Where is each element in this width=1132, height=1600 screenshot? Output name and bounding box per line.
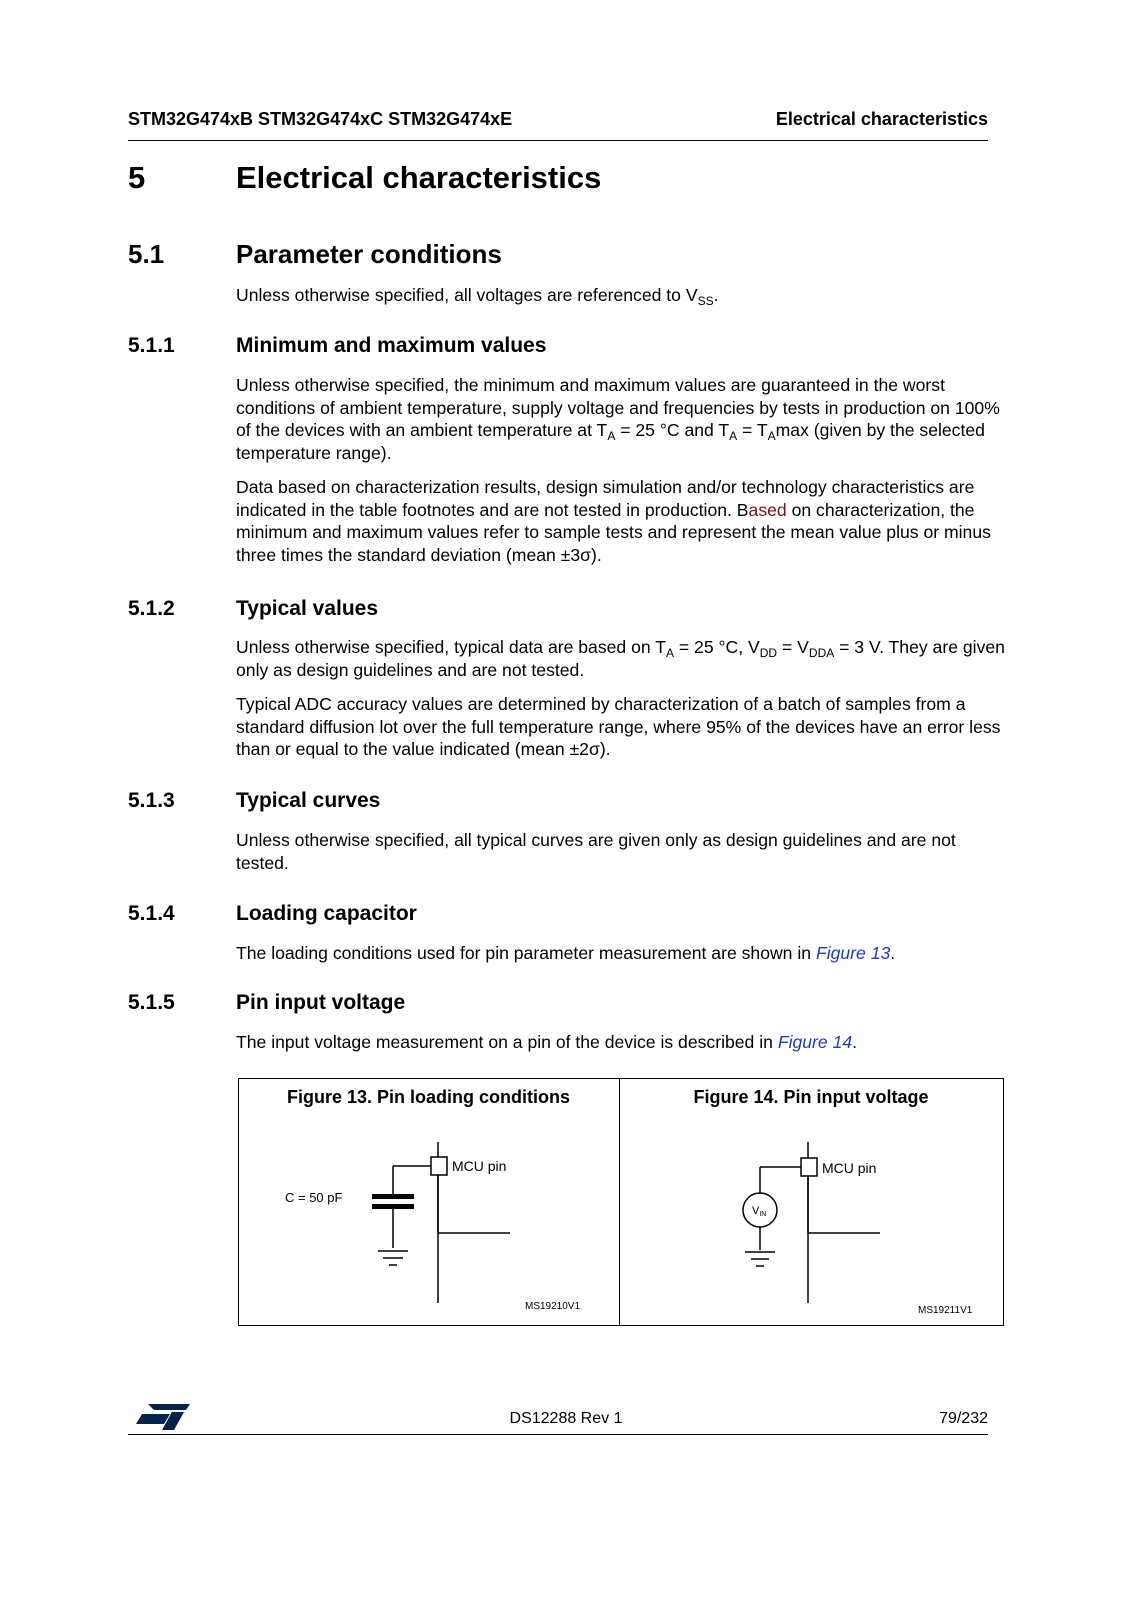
capacitance-label: C = 50 pF bbox=[285, 1190, 343, 1205]
figure-14-diagram bbox=[620, 1110, 1002, 1324]
min-max-paragraph-1: Unless otherwise specified, the minimum and maximum values are guaranteed in the worst conditions of ambient temperature, supply voltage and frequencies by tests in production on 100% of the devices with an ambient temperature at $T_A = 25$ °C and $T_A = T_A\max$ (given by the selected temperature range). bbox=[236, 375, 1000, 463]
mcu-pin-square bbox=[801, 1158, 817, 1176]
figure-code: MS19210V1 bbox=[525, 1301, 581, 1312]
subsection-number: 5.1 bbox=[128, 239, 165, 269]
subsubsection-title: Minimum and maximum values bbox=[236, 334, 547, 357]
typical-values-paragraph-1: Unless otherwise specified, typical data are based on $T_A = 25$ °C, $V_{DD} = V_{DDA} = 3$ V. They are given only as design guidelines and are not tested. bbox=[236, 637, 1005, 680]
min-max-paragraph-2: Data based on characterization results, design simulation and/or technology characteristics are indicated in the table footnotes and are not tested in production. Based on characterization, the minimum and maximum values refer to sample tests and represent the mean value plus or minus three times the standard deviation (mean ±3σ). bbox=[236, 477, 991, 565]
figure-code: MS19211V1 bbox=[918, 1305, 973, 1316]
section-title: Electrical characteristics bbox=[236, 160, 602, 195]
subsubsection-number: 5.1.2 bbox=[128, 597, 175, 620]
st-logo-text: ST bbox=[136, 1402, 138, 1403]
mcu-pin-label: MCU pin bbox=[822, 1160, 877, 1176]
section-number: 5 bbox=[128, 160, 146, 195]
voltage-source-icon bbox=[743, 1193, 777, 1227]
subsubsection-title: Typical values bbox=[236, 597, 379, 620]
subsection-title: Parameter conditions bbox=[236, 239, 502, 269]
subsubsection-title: Pin input voltage bbox=[236, 991, 406, 1014]
subsubsection-number: 5.1.1 bbox=[128, 334, 175, 357]
footer-page-number: 79/232 bbox=[939, 1410, 988, 1427]
figure-14-title: Figure 14. Pin input voltage bbox=[693, 1087, 929, 1107]
subsubsection-title: Typical curves bbox=[236, 789, 381, 812]
typical-values-paragraph-2: Typical ADC accuracy values are determined by characterization of a batch of samples from a standard diffusion lot over the full temperature range, where 95% of the devices have an error less than or equal to the value indicated (mean ±2σ). bbox=[236, 694, 1001, 760]
header-section-title: Electrical characteristics bbox=[775, 109, 988, 129]
footer-doc-revision: DS12288 Rev 1 bbox=[509, 1410, 623, 1427]
figure-13-diagram bbox=[238, 1110, 619, 1324]
subsubsection-number: 5.1.4 bbox=[128, 902, 175, 925]
mcu-pin-square bbox=[431, 1157, 447, 1175]
typical-curves-paragraph: Unless otherwise specified, all typical curves are given only as design guidelines and are not tested. bbox=[236, 830, 956, 873]
header-rule bbox=[128, 140, 988, 141]
figure-13-link[interactable]: Figure 13 bbox=[815, 943, 891, 963]
capacitor-plate-bottom bbox=[372, 1204, 414, 1209]
vin-label: VIN bbox=[752, 1205, 767, 1218]
subsubsection-number: 5.1.5 bbox=[128, 991, 175, 1014]
figure-14-link[interactable]: Figure 14 bbox=[777, 1032, 853, 1052]
parameter-conditions-text: Unless otherwise specified, all voltages are referenced to $V_{SS}$. bbox=[236, 285, 719, 308]
footer-rule bbox=[128, 1434, 988, 1435]
header-doc-title: STM32G474xB STM32G474xC STM32G474xE bbox=[128, 109, 513, 129]
mcu-pin-label: MCU pin bbox=[452, 1158, 507, 1174]
pin-input-voltage-paragraph: The input voltage measurement on a pin of the device is described in Figure 14. bbox=[236, 1032, 858, 1052]
capacitor-plate-top bbox=[372, 1194, 414, 1199]
loading-capacitor-paragraph: The loading conditions used for pin parameter measurement are shown in Figure 13. bbox=[236, 943, 896, 963]
subsubsection-number: 5.1.3 bbox=[128, 789, 175, 812]
figure-13-title: Figure 13. Pin loading conditions bbox=[286, 1087, 571, 1107]
subsubsection-title: Loading capacitor bbox=[236, 902, 417, 925]
